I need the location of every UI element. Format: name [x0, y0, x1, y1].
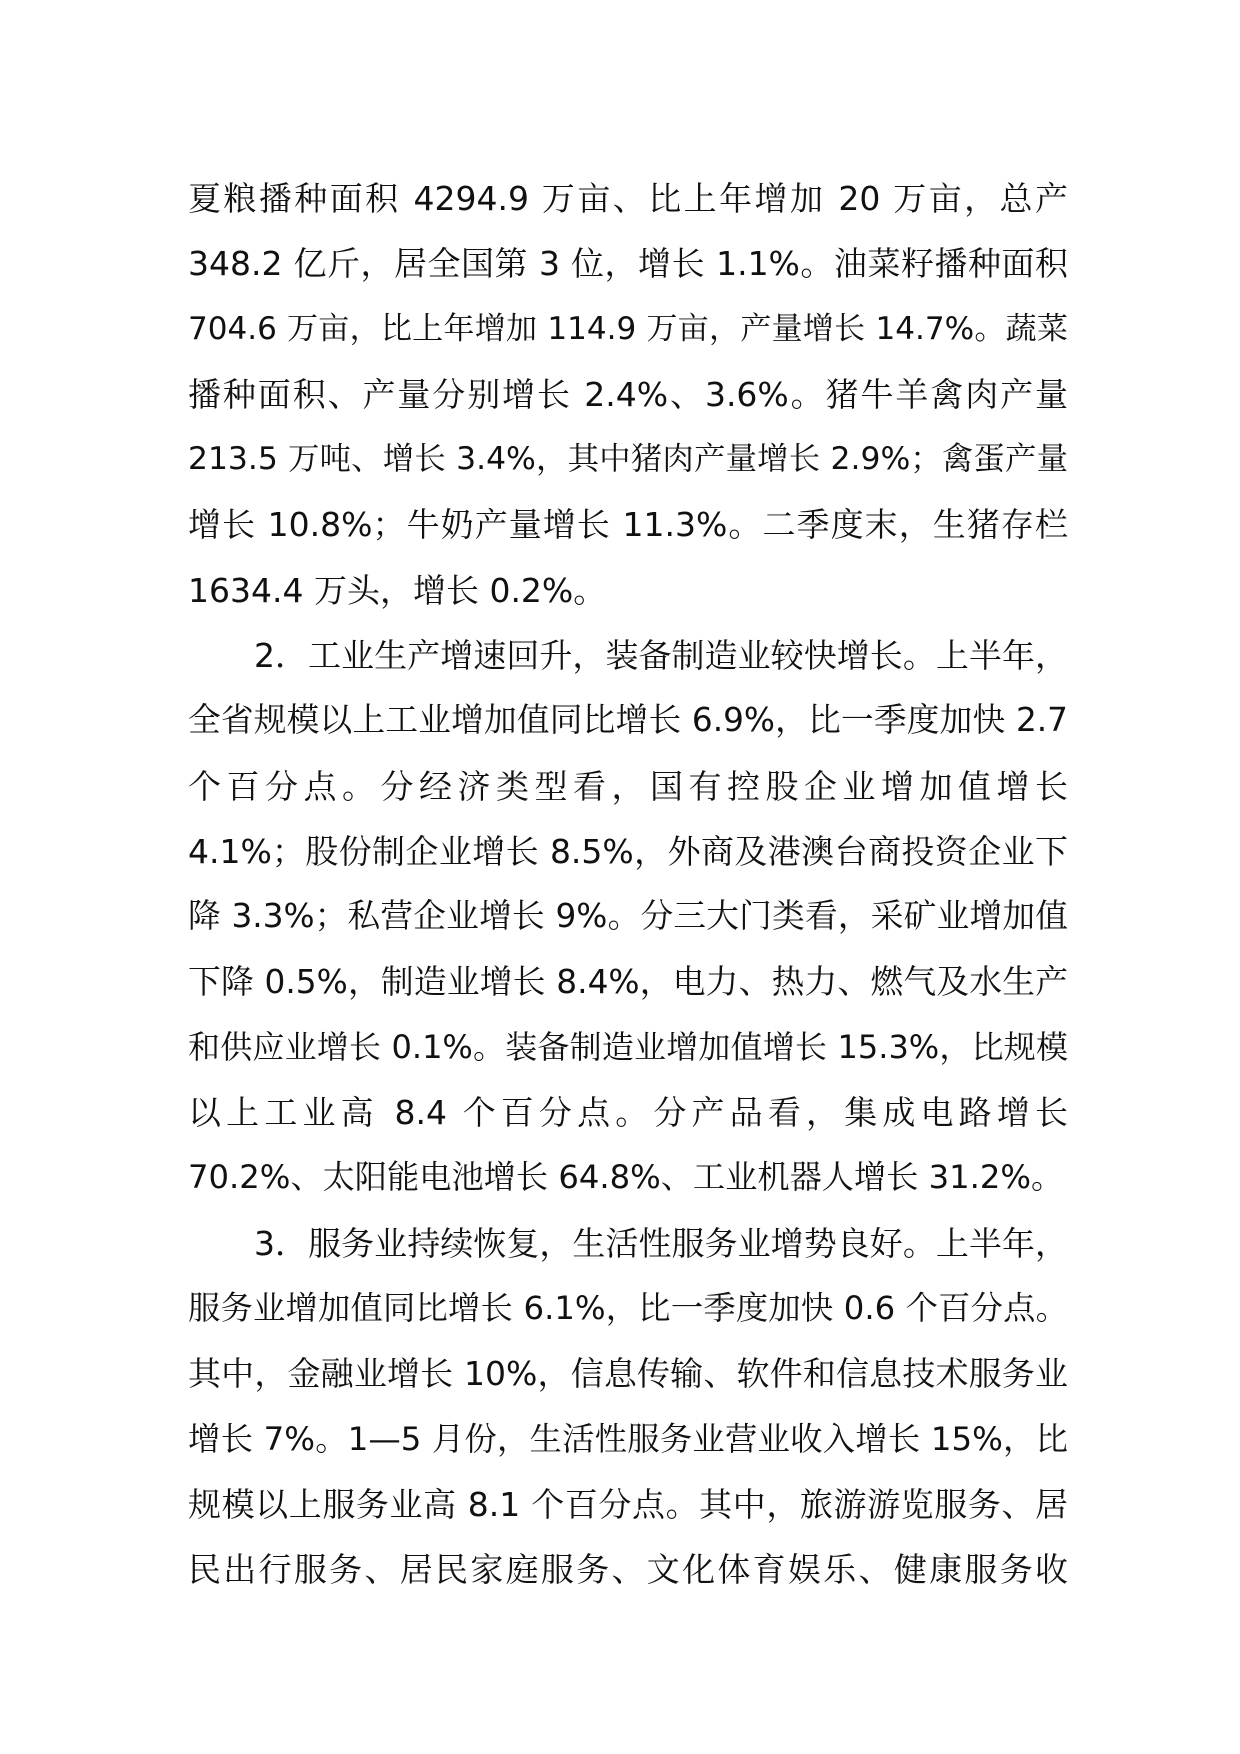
text-line: 4.1%；股份制企业增长 8.5%，外商及港澳台商投资企业下	[188, 831, 1068, 871]
text-line: 增长 7%。1—5 月份，生活性服务业营业收入增长 15%，比	[188, 1419, 1068, 1458]
section-heading-line: 2．工业生产增速回升，装备制造业较快增长。上半年，	[254, 636, 1068, 676]
text-line: 和供应业增长 0.1%。装备制造业增加值增长 15.3%，比规模	[188, 1027, 1068, 1066]
text-line: 704.6 万亩，比上年增加 114.9 万亩，产量增长 14.7%。蔬菜	[188, 310, 1068, 347]
document-body	[188, 166, 1068, 1603]
text-line: 规模以上服务业高 8.1 个百分点。其中，旅游游览服务、居	[188, 1484, 1068, 1524]
text-line: 下降 0.5%，制造业增长 8.4%，电力、热力、燃气及水生产	[188, 962, 1068, 1001]
text-line: 以上工业高 8.4 个百分点。分产品看，集成电路增长	[188, 1093, 1068, 1133]
text-line: 348.2 亿斤，居全国第 3 位，增长 1.1%。油菜籽播种面积	[188, 244, 1068, 284]
section-heading-line: 3．服务业持续恢复，生活性服务业增势良好。上半年，	[254, 1223, 1068, 1263]
text-line: 213.5 万吨、增长 3.4%，其中猪肉产量增长 2.9%；禽蛋产量	[188, 441, 1068, 478]
text-line: 增长 10.8%；牛奶产量增长 11.3%。二季度末，生猪存栏	[188, 505, 1068, 545]
paragraph-services	[188, 1211, 1068, 1603]
text-line: 全省规模以上工业增加值同比增长 6.9%，比一季度加快 2.7	[188, 701, 1068, 740]
text-line: 其中，金融业增长 10%，信息传输、软件和信息技术服务业	[188, 1354, 1068, 1394]
text-line: 播种面积、产量分别增长 2.4%、3.6%。猪牛羊禽肉产量	[188, 374, 1068, 414]
paragraph-agriculture	[188, 166, 1068, 623]
text-line: 夏粮播种面积 4294.9 万亩、比上年增加 20 万亩，总产	[188, 179, 1068, 218]
text-line: 服务业增加值同比增长 6.1%，比一季度加快 0.6 个百分点。	[188, 1289, 1068, 1328]
text-line: 降 3.3%；私营企业增长 9%。分三大门类看，采矿业增加值	[188, 897, 1068, 936]
text-line: 1634.4 万头，增长 0.2%。	[188, 570, 607, 610]
paragraph-industry	[188, 623, 1068, 1211]
text-line: 个百分点。分经济类型看，国有控股企业增加值增长	[188, 766, 1068, 806]
text-line: 70.2%、太阳能电池增长 64.8%、工业机器人增长 31.2%。	[188, 1158, 1064, 1197]
text-line: 民出行服务、居民家庭服务、文化体育娱乐、健康服务收	[188, 1550, 1068, 1590]
